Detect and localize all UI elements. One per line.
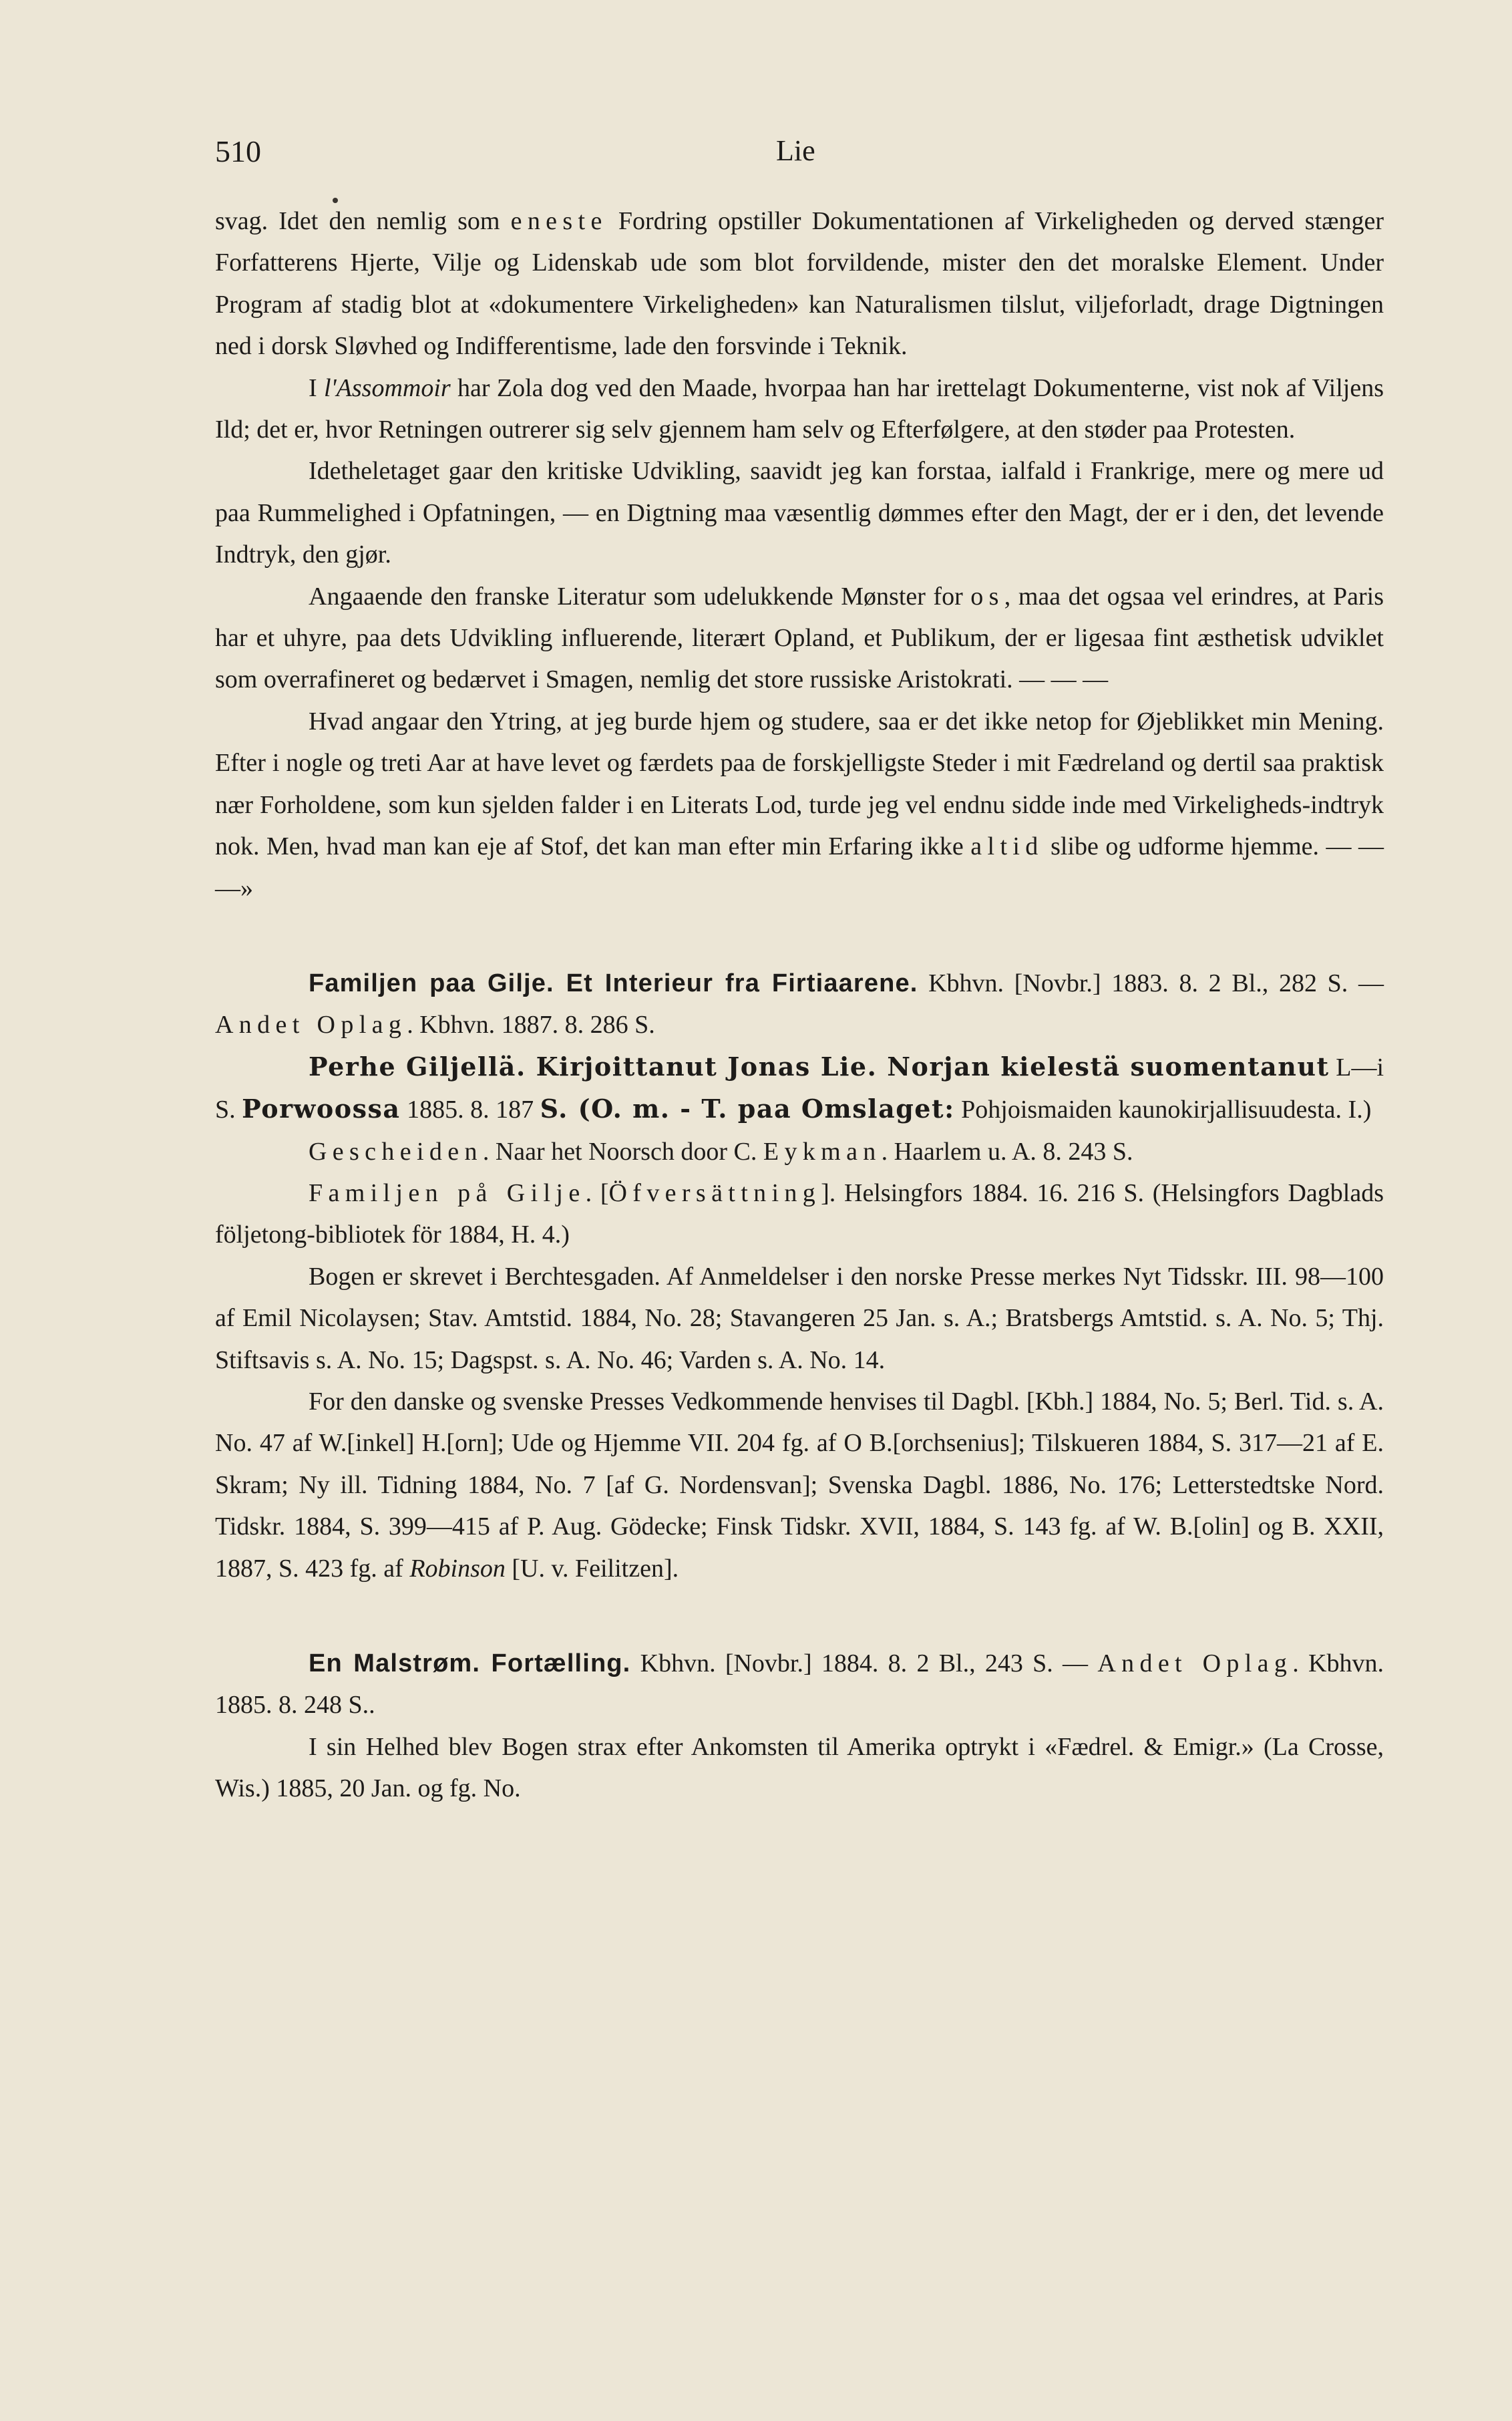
paragraph-2-text-c: har Zola dog ved den Maade, hvorpaa han har irettelagt Dokumenterne, vist nok af Viljens Ild; det er, hvor Retningen outrerer sig selv gjennem ham selv og Efterfølgere, at den støder paa Protesten. — [215, 373, 1384, 444]
paragraph-1-text-c: Fordring opstiller Dokumentationen af Virkeligheden og derved stænger Forfatterens Hjerte, Vilje og Lidenskab ude som blot forvildende, mister den det moralske Element. Under Program af stadig blot at «dokumentere Virkeligheden» kan Naturalismen tilslut, viljeforladt, drage Digtningen ned i dorsk Sløvhed og Indifferentisme, lade den forsvinde i Teknik. — [215, 207, 1384, 361]
paragraph-1-text-a: svag. Idet den nemlig som — [215, 207, 511, 235]
entry-6-italic: Robinson — [409, 1554, 506, 1583]
entry-3-translator: Eykman — [763, 1137, 882, 1166]
entry-7-emphasis: Andet Oplag — [1097, 1649, 1293, 1677]
entry-2-gothic-place: Porwoossa — [242, 1094, 401, 1124]
page-number: 510 — [215, 134, 261, 168]
bibliography-entry-dutch — [215, 1131, 1384, 1172]
paragraph-5 — [215, 701, 1384, 909]
entry-6-text-c: [U. v. Feilitzen]. — [505, 1554, 679, 1583]
entry-3-text-b: . Naar het Noorsch door C. — [482, 1137, 763, 1166]
paragraph-4-text-c: , maa det ogsaa vel erindres, at Paris har et uhyre, paa dets Udvikling influerende, literært Opland, et Publikum, der er ligesaa fint æsthetisk udviklet som overrafineret og bedærvet i Smagen, nemlig det store russiske Aristokrati. — — — — [215, 582, 1384, 694]
paragraph-2-text-a: I — [309, 373, 324, 402]
entry-title-familjen: Familjen paa Gilje. Et Interieur fra Firtiaarene. — [309, 969, 918, 997]
entry-2-text-f: Pohjoismaiden kaunokirjallisuudesta. I.) — [954, 1096, 1372, 1124]
entry-3-text-d: . Haarlem u. A. 8. 243 S. — [881, 1137, 1133, 1166]
entry-title-malstrom: En Malstrøm. Fortælling. — [309, 1649, 631, 1677]
paragraph-4-emphasis: os — [970, 582, 1004, 611]
entry-2-gothic-note: S. (O. m. - T. paa Omslaget: — [540, 1094, 955, 1124]
print-speck — [333, 198, 338, 203]
paragraph-1 — [215, 200, 1384, 367]
entry-1-text-c: . Kbhvn. 1887. 8. 286 S. — [407, 1011, 655, 1039]
entry-4-text-b: . [ — [585, 1178, 609, 1207]
paragraph-5-text-a: Hvad angaar den Ytring, at jeg burde hjem og studere, saa er det ikke netop for Øjeblikket min Mening. Efter i nogle og treti Aar at have levet og færdets paa de forskjelligste Steder i mit Fædreland og dertil saa praktisk nær Forholdene, som kun sjelden falder i en Literats Lod, turde jeg vel endnu sidde inde med Virkeligheds-indtryk nok. Men, hvad man kan eje af Stof, det kan man efter min Erfaring ikke — [215, 707, 1384, 861]
paragraph-3: Idetheletaget gaar den kritiske Udvikling, saavidt jeg kan forstaa, ialfald i Frankrige, mere og mere ud paa Rummelighed i Opfatningen, — en Digtning maa væsentlig dømmes efter den Magt, der er i den, det levende Indtryk, den gjør. — [215, 457, 1384, 569]
entry-2-gothic-title: Perhe Giljellä. Kirjoittanut Jonas Lie. Norjan kielestä suomentanut — [309, 1051, 1330, 1082]
entry-2-text-d: 1885. 8. 187 — [400, 1096, 540, 1124]
paragraph-4 — [215, 576, 1384, 701]
reviews-norwegian-press: Bogen er skrevet i Berchtesgaden. Af Anmeldelser i den norske Presse merkes Nyt Tidsskr. III. 98—100 af Emil Nicolaysen; Stav. Amtstid. 1884, No. 28; Stavangeren 25 Jan. s. A.; Bratsbergs Amtstid. s. A. No. 5; Thj. Stiftsavis s. A. No. 15; Dagspst. s. A. No. 46; Varden s. A. No. 14. — [215, 1262, 1384, 1374]
paragraph-5-emphasis: altid — [970, 832, 1044, 861]
body-text — [215, 200, 1384, 1810]
bibliography-entry-swedish — [215, 1172, 1384, 1256]
bibliography-entry-finnish — [215, 1046, 1384, 1131]
reviews-danish-swedish-press — [215, 1381, 1384, 1589]
entry-4-title: Familjen på Gilje — [309, 1178, 586, 1207]
running-head: Lie — [776, 134, 815, 167]
reprint-note: I sin Helhed blev Bogen strax efter Ankomsten til Amerika optrykt i «Fædrel. & Emigr.» (La Crosse, Wis.) 1885, 20 Jan. og fg. No. — [215, 1732, 1384, 1803]
paragraph-2-title-italic: l'Assommoir — [324, 373, 451, 402]
paragraph-4-text-a: Angaaende den franske Literatur som udelukkende Mønster for — [309, 582, 971, 611]
entry-4-emphasis: Öfversättning — [608, 1178, 821, 1207]
entry-4-text-d: ]. Helsingfors 1884. 16. 216 S. (Helsingfors Dagblads följetong-bibliotek för 1884, H. 4.) — [215, 1178, 1384, 1249]
paragraph-5-text-c: slibe og udforme hjemme. — — —» — [215, 832, 1384, 903]
bibliography-entry-familjen — [215, 963, 1384, 1046]
bibliography-entry-malstrom — [215, 1643, 1384, 1726]
entry-7-text-c: . Kbhvn. 1885. 8. 248 S.. — [215, 1649, 1384, 1720]
entry-6-text-a: For den danske og svenske Presses Vedkommende henvises til Dagbl. [Kbh.] 1884, No. 5; Berl. Tid. s. A. No. 47 af W.[inkel] H.[orn]; Ude og Hjemme VII. 204 fg. af O B.[orchsenius]; Tilskueren 1884, S. 317—21 af E. Skram; Ny ill. Tidning 1884, No. 7 [af G. Nordensvan]; Svenska Dagbl. 1886, No. 176; Letterstedtske Nord. Tidskr. 1884, S. 399—415 af P. Aug. Gödecke; Finsk Tidskr. XVII, 1884, S. 143 fg. af W. B.[olin] og B. XXII, 1887, S. 423 fg. af — [215, 1387, 1384, 1583]
paragraph-1-emphasis: eneste — [510, 207, 608, 235]
entry-2-text-b: L—i S. — [215, 1053, 1384, 1124]
entry-1-emphasis: Andet Oplag — [215, 1011, 407, 1039]
page-header — [215, 134, 1404, 174]
paragraph-2 — [215, 367, 1384, 451]
entry-3-title: Gescheiden — [309, 1137, 483, 1166]
entry-1-text-a: Kbhvn. [Novbr.] 1883. 8. 2 Bl., 282 S. — — [918, 969, 1384, 997]
entry-7-text-a: Kbhvn. [Novbr.] 1884. 8. 2 Bl., 243 S. — — [630, 1649, 1098, 1677]
